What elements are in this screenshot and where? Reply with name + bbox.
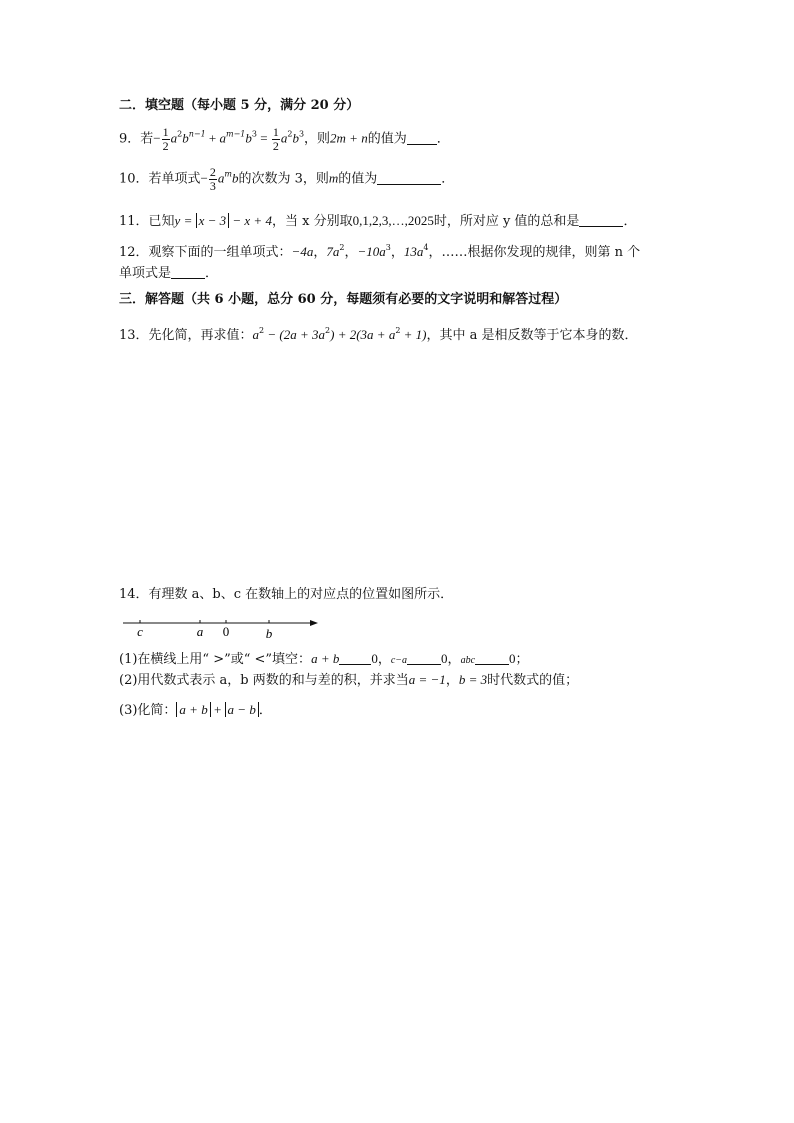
q9-term3-b-exp: 3 [298, 129, 305, 139]
q9-fraction-2-num: 1 [272, 125, 279, 139]
q14-p1-zero-3: 0； [509, 651, 529, 666]
q14-p3-abs-1: a + b [176, 702, 210, 717]
q12-monomial-3: −10a [357, 244, 386, 259]
q9-term2-b: b [245, 130, 252, 146]
q14-p3-end: ． [258, 703, 272, 718]
section-solve-title: 三．解答题（共 6 小题，总分 60 分，每题须有必要的文字说明和解答过程） [119, 292, 568, 307]
q9-expression: 2m + n [330, 130, 368, 146]
label-b: b [265, 626, 273, 641]
question-10 [119, 166, 454, 192]
question-12-line-2 [119, 266, 218, 282]
q9-term1-a: a [170, 130, 178, 146]
q9-text-then: ，则 [304, 131, 331, 147]
q10-term-b: b [231, 170, 239, 186]
q14-p2-cond-2: b = 3 [458, 672, 488, 687]
q9-term3-a: a [280, 130, 288, 146]
q11-abs-value: x − 3 [196, 213, 230, 228]
q10-text-value: 的值为 [338, 171, 378, 187]
question-13 [119, 327, 638, 344]
q9-minus: − [153, 130, 161, 146]
q14-p1-blank-2[interactable] [407, 652, 441, 665]
q11-y-equals: y = [174, 213, 196, 228]
question-12-line-1: 12．观察下面的一组单项式：−4a，$7a^2$，$-10a^3$，$13a^4$，……根据你发现的规律，则第 n 个 [119, 243, 641, 260]
q11-end: ． [623, 214, 637, 229]
q12-monomial-3-exp: 3 [385, 243, 391, 252]
q14-p1-zero-2: 0， [441, 651, 461, 666]
label-a: a [196, 624, 204, 639]
number-line-arrow [310, 620, 318, 626]
q10-var-m: m [328, 170, 339, 186]
q9-fraction-1 [162, 126, 170, 152]
q12-monomial-1: −4a [291, 244, 314, 259]
q12-monomial-2: 7a [326, 244, 340, 259]
question-11 [119, 213, 636, 230]
q9-term3-a-exp: 2 [287, 129, 293, 139]
q9-fraction-1-num: 1 [162, 125, 169, 139]
q9-end: ． [436, 131, 450, 147]
q9-fraction-2-den: 2 [272, 138, 279, 153]
q14-p3-plus: + [210, 702, 225, 717]
q14-p1-start: (1)在横线上用“ >”或“ <”填空： [119, 652, 312, 667]
q13-expr-sup-2: 2 [325, 326, 331, 335]
q12-monomial-2-exp: 2 [339, 243, 345, 252]
q12-answer-blank[interactable] [171, 266, 205, 279]
q13-number: 13．先化简，再求值： [119, 328, 253, 343]
q14-p2-cond-1: a = −1 [408, 672, 446, 687]
q10-fraction-den: 3 [209, 178, 216, 193]
q10-number: 10．若单项式 [119, 171, 201, 187]
q12-number: 12．观察下面的一组单项式： [119, 245, 292, 260]
q13-expr-sup-3: 2 [395, 326, 401, 335]
q9-answer-blank[interactable] [407, 132, 437, 145]
q13-expr-2: − (2a + 3a [264, 327, 326, 342]
q14-p1-expr-2: c−a [390, 655, 408, 666]
q9-fraction-1-den: 2 [162, 138, 169, 153]
label-zero: 0 [222, 624, 230, 639]
number-line-figure [120, 612, 325, 648]
q11-answer-blank[interactable] [579, 214, 623, 227]
q12-line-2-text: 单项式是 [119, 266, 172, 281]
q9-term1-b-exp: n−1 [188, 129, 206, 139]
q9-plus: + [205, 130, 220, 146]
q10-end: ． [441, 171, 455, 187]
q13-text-where: ，其中 a 是相反数等于它本身的数． [426, 328, 638, 343]
q9-fraction-2 [272, 126, 280, 152]
q12-monomial-4-exp: 4 [423, 243, 429, 252]
q9-equals: = [257, 130, 271, 146]
q11-text-when: ，当 x 分别取 [271, 214, 353, 229]
q12-text-rule: ，……根据你发现的规律，则第 n 个 [428, 245, 641, 260]
q14-p3-start: (3)化简： [119, 703, 177, 718]
q13-expr-1: a [252, 327, 260, 342]
q9-term2-a-exp: m−1 [226, 129, 246, 139]
question-14-part-2 [119, 672, 578, 689]
q14-p3-abs-2: a − b [225, 702, 259, 717]
q14-p1-expr-1: a + b [311, 651, 340, 666]
q9-term1-b: b [182, 130, 189, 146]
q14-p1-blank-3[interactable] [475, 652, 509, 665]
q14-p2-comma: ， [445, 673, 459, 688]
q9-term2-b-exp: 3 [251, 129, 257, 139]
q11-text-then: 时，所对应 y 值的总和是 [433, 214, 580, 229]
q10-fraction [209, 166, 217, 192]
q13-expr-sup-1: 2 [259, 326, 265, 335]
q12-monomial-4: 13a [403, 244, 424, 259]
question-14-part-1 [119, 651, 529, 668]
q9-text-value: 的值为 [367, 131, 407, 147]
q14-p2-end: 时代数式的值； [487, 673, 579, 688]
label-c: c [137, 624, 143, 639]
q11-values: 0,1,2,3,…,2025 [352, 213, 434, 228]
question-14-part-3 [119, 702, 272, 719]
q12-end: ． [205, 266, 219, 281]
q10-fraction-num: 2 [209, 165, 216, 179]
q11-number: 11．已知 [119, 214, 175, 229]
q9-number: 9．若 [119, 131, 154, 147]
q13-expr-4: + 1) [400, 327, 427, 342]
q14-p1-blank-1[interactable] [339, 652, 371, 665]
q10-minus: − [200, 170, 208, 186]
q10-term-a: a [217, 170, 225, 186]
q13-expr-3: ) + 2(3a + a [330, 327, 396, 342]
q10-answer-blank[interactable] [377, 172, 441, 185]
q9-term2-a: a [219, 130, 227, 146]
question-9 [119, 126, 450, 152]
q11-rest: − x + 4 [229, 213, 272, 228]
section-fill-title: 二．填空题（每小题 5 分，满分 20 分） [119, 98, 360, 113]
q14-p2-start: (2)用代数式表示 a，b 两数的和与差的积，并求当 [119, 673, 409, 688]
q14-p1-expr-3: abc [460, 655, 476, 666]
q9-term1-a-exp: 2 [177, 129, 183, 139]
q10-term-a-exp: m [224, 169, 232, 179]
q9-term3-b: b [292, 130, 299, 146]
question-14-intro: 14．有理数 a、b、c 在数轴上的对应点的位置如图所示． [119, 587, 454, 602]
q14-p1-zero-1: 0， [371, 651, 391, 666]
q10-text-degree: 的次数为 3，则 [238, 171, 329, 187]
